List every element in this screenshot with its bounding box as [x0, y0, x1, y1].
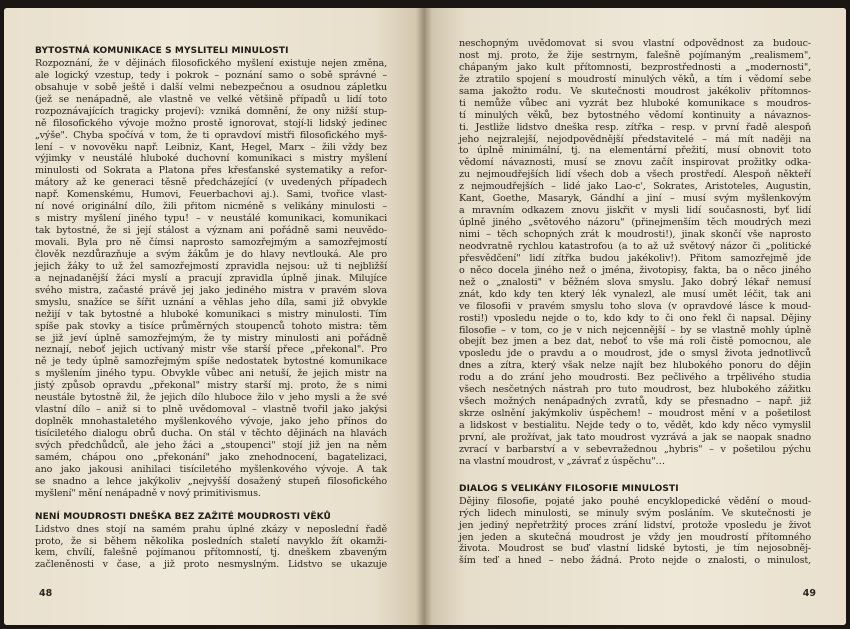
text-line: jen jediný nepřetržitý proces zrání lidství, protože vposledu je život: [459, 519, 811, 531]
text-line: nežijí v tak bytostné a hluboké komunikaci s mistry minulosti. Tím: [35, 308, 387, 320]
text-line: movali. Byla pro ně čímsi naprosto samozřejmým a samozřejmostí: [35, 237, 387, 248]
text-line: neodvratně rychlou katastrofou (a to až už světový názor či „politické: [459, 240, 811, 252]
text-line: ším teď a hned – nebo žádná. Proto nejde o znalosti, o minulost,: [459, 555, 811, 567]
text-line: jistý způsob opravdu „překonal" mistry starší mj. proto, že s nimi: [35, 380, 387, 392]
text-line: obejít bez jmen a bez dat, neboť to vše má roli čistě pomocnou, ale: [459, 336, 811, 348]
page-number: 49: [802, 588, 816, 599]
text-line: chápaným jako kult přítomnosti, bezprostřednosti a „modernosti",: [459, 61, 811, 73]
text-line: např. Komenskému, Humovi, Feuerbachovi aj.). Sami, tvořice vlast-: [35, 189, 387, 201]
section-heading: NENÍ MOUDROSTI DNEŠKA BEZ ZAŽITÉ MOUDROSTI VĚKŮ: [35, 511, 331, 522]
text-line: z nejmoudřejších – lidé jako Lao-c', Sokrates, Aristoteles, Augustin,: [459, 181, 811, 193]
text-line: s mistry myšlení jiného typu! – v neustálé komunikaci, komunikaci: [35, 213, 387, 225]
text-line: rých lidech minulosti, se minuly svým posláním. Ve skutečnosti je: [459, 507, 811, 519]
text-line: kem, chvílí, falešně pojímanou přítomností, tj. dneškem zbaveným: [35, 547, 387, 559]
text-line: vposledu jde o pravdu a o moudrost, jde o smysl života jednotlivců: [459, 348, 811, 360]
text-line: s myšlením jiného typu. Obvykle vůbec ani netuší, že jejich mistr na: [35, 368, 387, 380]
text-line: neschopným uvědomovat si svou vlastní odpovědnost za budouc-: [459, 38, 811, 49]
text-line: proto, že si během několika posledních staletí navyklo žít okamži-: [35, 535, 387, 547]
text-line: tak bytostné, že si její stálost a význam ani pořádně sami neuvědo-: [35, 225, 387, 237]
book-gutter: [416, 8, 432, 625]
text-line: všech možných nenápadných zvratů, kdy se přesnadno – např. již: [459, 396, 811, 408]
text-line: ano jako jakousi anihilaci tisíciletého myšlenkového vývoje. A tak: [35, 463, 387, 475]
text-line: jen jeden a skutečná moudrost je vždy jen moudrostí přítomného: [459, 531, 811, 543]
text-line: ti nemůže vůbec ani vyzrát bez hluboké komunikace s moudros-: [459, 97, 811, 109]
text-line: a mravním odkazem znovu jiskřit v mysli lidí současnosti, byť lidí: [459, 205, 811, 217]
section-body: [459, 496, 811, 568]
right-page: [424, 8, 846, 625]
left-page-text: [35, 46, 387, 571]
text-line: nost mj. proto, že žije sestrnym, falešně pojímaným „realismem",: [459, 49, 811, 61]
text-line: vlastní dílo – aniž si to plně uvědomoval – vlastně tvořil jako jakýsi: [35, 404, 387, 416]
text-line: života. Moudrost se buď vlastní lidské bytosti, je tím nejosobněj-: [459, 543, 811, 555]
text-line: všech nesčetných nástrah pro tuto moudrost, bez hlubokého zážitku: [459, 384, 811, 396]
text-line: člověk nezdůrazňuje a svým žákům je do hlavy nevtlouká. Ale pro: [35, 248, 387, 260]
text-line: rozpoznávajících tragicky projeví): vzniká domnění, že ony nižší stup-: [35, 105, 387, 117]
text-line: že ztratilo spojení s moudrostí minulých věků, a tím i vědomí sebe: [459, 73, 811, 85]
text-line: výjimky v neustálé hluboké duchovní komunikaci s mistry myšlení: [35, 153, 387, 165]
text-line: minulosti od Sokrata a Platona přes křesťanské systematiky a refor-: [35, 165, 387, 177]
text-line: rodu a do zrání jeho moudrosti. Bez pečlivého a trpělivého studia: [459, 372, 811, 384]
text-line: zvrací v barbarství a v sebevražednou „hybris" – v pošetilou pýchu: [459, 443, 811, 455]
text-line: a nejnadanější žáci myslí a pracují zpravidla úplně jinak. Milujíce: [35, 272, 387, 284]
section-body: [459, 38, 811, 468]
text-line: na vlastní moudrost, v „závrať z úspěchu"…: [459, 455, 665, 467]
text-line: vědomí návaznosti, musí se znovu začít inspirovat prožitky odka-: [459, 157, 811, 169]
text-line: zu nejmoudřejších lidí všech dob a všech prostředí. Alespoň někteří: [459, 169, 811, 181]
left-page: [4, 8, 424, 625]
text-line: ti. Jestliže lidstvo dneška resp. zítřka – resp. v první řadě alespoň: [459, 121, 811, 133]
text-line: ve filosofii v pravém smyslu toho slova (v opravdové lásce k moud-: [459, 300, 811, 312]
text-line: svého mistra, začasté právě jej jako jediného mistra v pravém slova: [35, 284, 387, 296]
text-line: smyslu, snažíce se šířit uznání a věhlas jeho díla, sami již obvykle: [35, 296, 387, 308]
page-number: 48: [39, 588, 53, 599]
text-line: filosofie – v tom, co je v nich nejcennější – by se vlastně mohly úplně: [459, 324, 811, 336]
text-line: ně filosofického vývoje možno prostě ignorovat, stojí-li lidský jedinec: [35, 117, 387, 129]
book-spread: [4, 8, 846, 625]
text-line: samém, chápou ono „překonání" jako znehodnocení, bagatelizaci,: [35, 451, 387, 463]
text-line: jeho nejzralejší, nejodpovědnější představitelé – má mít naději na: [459, 133, 811, 145]
text-line: tí minulých věků, bez bytostného vědomí kontinuity a návaznos-: [459, 109, 811, 121]
text-line: úplně jiného „světového názoru" (přinejmenším těch moudrých mezi: [459, 217, 811, 229]
text-line: Rozpoznání, že v dějinách filosofického myšlení existuje nejen změna,: [35, 57, 387, 69]
text-line: a lidskost v bestialitu. Nejde tedy o to, vědět, kdo kdy něco vymyslil: [459, 420, 811, 431]
text-line: ně je tedy úplně samozřejmým spíše nedostatek bytostné komunikace: [35, 356, 387, 368]
text-line: tisíciletého dialogu obrů ducha. On stál v těchto dějinách na hlavách: [35, 428, 387, 439]
text-line: první, ale prožívat, jak tato moudrost vyzrává a jak se naopak snadno: [459, 431, 811, 443]
text-line: to úplně minimální, tj. na elementární přežití, musí obnovit toto: [459, 145, 811, 157]
text-line: nimi – těch schopných zrát k moudrosti!), jinak skončí vše naprosto: [459, 229, 811, 240]
text-line: sama jakožto rodu. Ve skutečnosti moudrost jakékoliv přítomnos-: [459, 85, 811, 97]
text-line: se snadno a lehce jakýkoliv „nejvyšší dosažený stupeň filosofického: [35, 475, 387, 487]
text-line: o něco docela jiného než o jména, životopisy, fakta, ba o něco jiného: [459, 264, 811, 276]
text-line: lení – v novověku např. Leibniz, Kant, Hegel, Marx – žili vždy bez: [35, 141, 387, 153]
text-line: myšlení" mění nenápadně v nový primitivismus.: [35, 487, 261, 499]
text-line: skrze oslnění jakýmkoliv úspěchem! – moudrost mění v a pošetilost: [459, 408, 811, 420]
text-line: přesvědčení" lidí zítřka budou jakékoliv!). Přitom samozřejmě jde: [459, 252, 811, 264]
text-line: (jež se nenápadně, ale vlastně ve velké většině případů u lidí toto: [35, 93, 387, 105]
text-line: neustále bytostně žil, že jejich dílo hluboce žilo v jeho mysli a že své: [35, 392, 387, 404]
text-line: ale logický vzestup, tedy i pokrok – poznání samo o sobě správné –: [35, 69, 387, 81]
text-line: doplněk mnohastaletého myšlenkového vývoje, jako jeho přínos do: [35, 416, 387, 428]
text-line: „výše". Chyba spočívá v tom, že ti opravdoví mistři filosofického myš-: [35, 129, 387, 141]
right-page-text: [459, 38, 811, 567]
text-line: svých předchůdců, ale jeho žáci a „stoupenci" stojí již jen na něm: [35, 439, 387, 451]
text-line: se již jeví úplně samozřejmým, že ty mistry minulosti ani pořádně: [35, 332, 387, 344]
text-line: mátory až ke generaci těsně předcházející (v uvedených případech: [35, 177, 387, 189]
text-line: rosti!) vposledu nejde o to, kdo kdy to či ono řekl či napsal. Dějiny: [459, 312, 811, 324]
section-body: [35, 58, 387, 500]
text-line: Kant, Goethe, Masaryk, Gándhí a jiní – musí svým myšlenkovým: [459, 193, 811, 205]
text-line: dnes a zítra, který však nelze najít bez hlubokého ponoru do dějin: [459, 360, 811, 372]
text-line: než o „znalosti" v běžném slova smyslu. Jako dobrý lékař nemusí: [459, 276, 811, 288]
text-line: začleněnosti v čase, a již proto nesmyslným. Lidstvo se ukazuje: [35, 559, 387, 571]
text-line: neznají, neboť jejich uctívaný mistr vše starší přece „překonal". Pro: [35, 344, 387, 356]
text-line: Lidstvo dnes stojí na samém prahu úplné zkázy v neposlední řadě: [35, 523, 387, 535]
text-line: Dějiny filosofie, pojaté jako pouhé encyklopedické vědění o moud-: [459, 495, 811, 507]
text-line: obsahuje v sobě ještě i další velmi nebezpečnou a osudnou zápletku: [35, 81, 387, 93]
section-heading: BYTOSTNÁ KOMUNIKACE S MYSLITELI MINULOSTI: [35, 46, 289, 56]
section-heading: DIALOG S VELIKÁNY FILOSOFIE MINULOSTI: [459, 483, 679, 494]
text-line: spíše pak stovky a tisíce průměrných stoupenců tohoto mistra: těm: [35, 320, 387, 332]
section-body: [35, 524, 387, 572]
text-line: znát, kdo kdy ten který lék vynalezl, ale musí umět léčit, tak ani: [459, 288, 811, 300]
text-line: jejich žáky to už žel samozřejmostí zpravidla nejsou: už ti nejbližší: [35, 260, 387, 272]
text-line: ní nové originální dílo, žili přitom nicméně s velikány minulosti –: [35, 201, 387, 213]
